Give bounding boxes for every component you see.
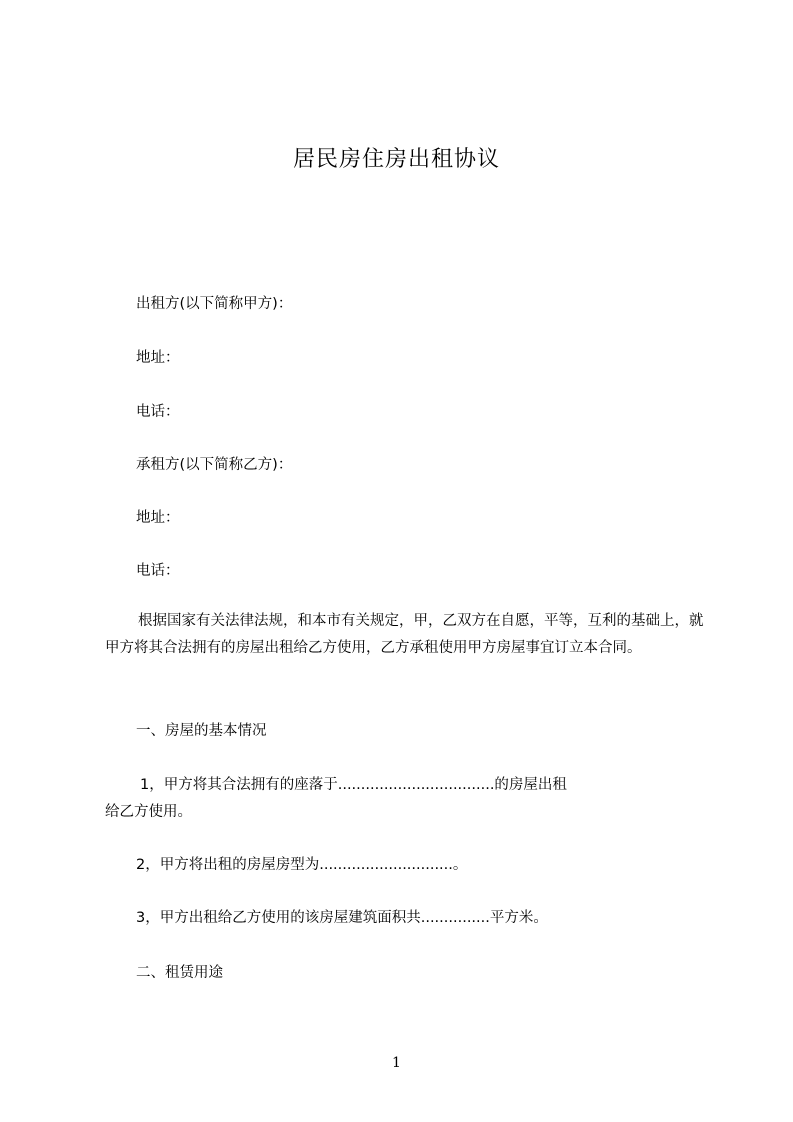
section-1-heading: 一、房屋的基本情况 — [136, 723, 267, 739]
party-b-address-label: 地址： — [136, 510, 180, 526]
party-b-phone-label: 电话： — [136, 563, 180, 579]
preamble-paragraph: 根据国家有关法律法规，和本市有关规定，甲，乙双方在自愿，平等，互利的基础上，就甲方将其合法拥有的房屋出租给乙方使用，乙方承租使用甲方房屋事宜订立本合同。 — [105, 613, 704, 656]
document-title: 居民房住房出租协议 — [292, 147, 500, 172]
clause-1-1-line-1: 1，甲方将其合法拥有的座落于..................................的房屋出租 — [140, 777, 567, 793]
party-a-label: 出租方(以下简称甲方)： — [136, 296, 293, 312]
clause-1-1-line-2: 给乙方使用。 — [105, 804, 192, 820]
party-a-phone-label: 电话： — [136, 404, 180, 420]
page-number: 1 — [392, 1055, 401, 1071]
clause-1-3: 3，甲方出租给乙方使用的该房屋建筑面积共...............平方米。 — [136, 910, 548, 926]
party-a-address-label: 地址： — [136, 350, 180, 366]
clause-1-2: 2，甲方将出租的房屋房型为.............................。 — [136, 857, 468, 873]
section-2-heading: 二、租赁用途 — [136, 965, 223, 981]
party-b-label: 承租方(以下简称乙方)： — [136, 457, 293, 473]
